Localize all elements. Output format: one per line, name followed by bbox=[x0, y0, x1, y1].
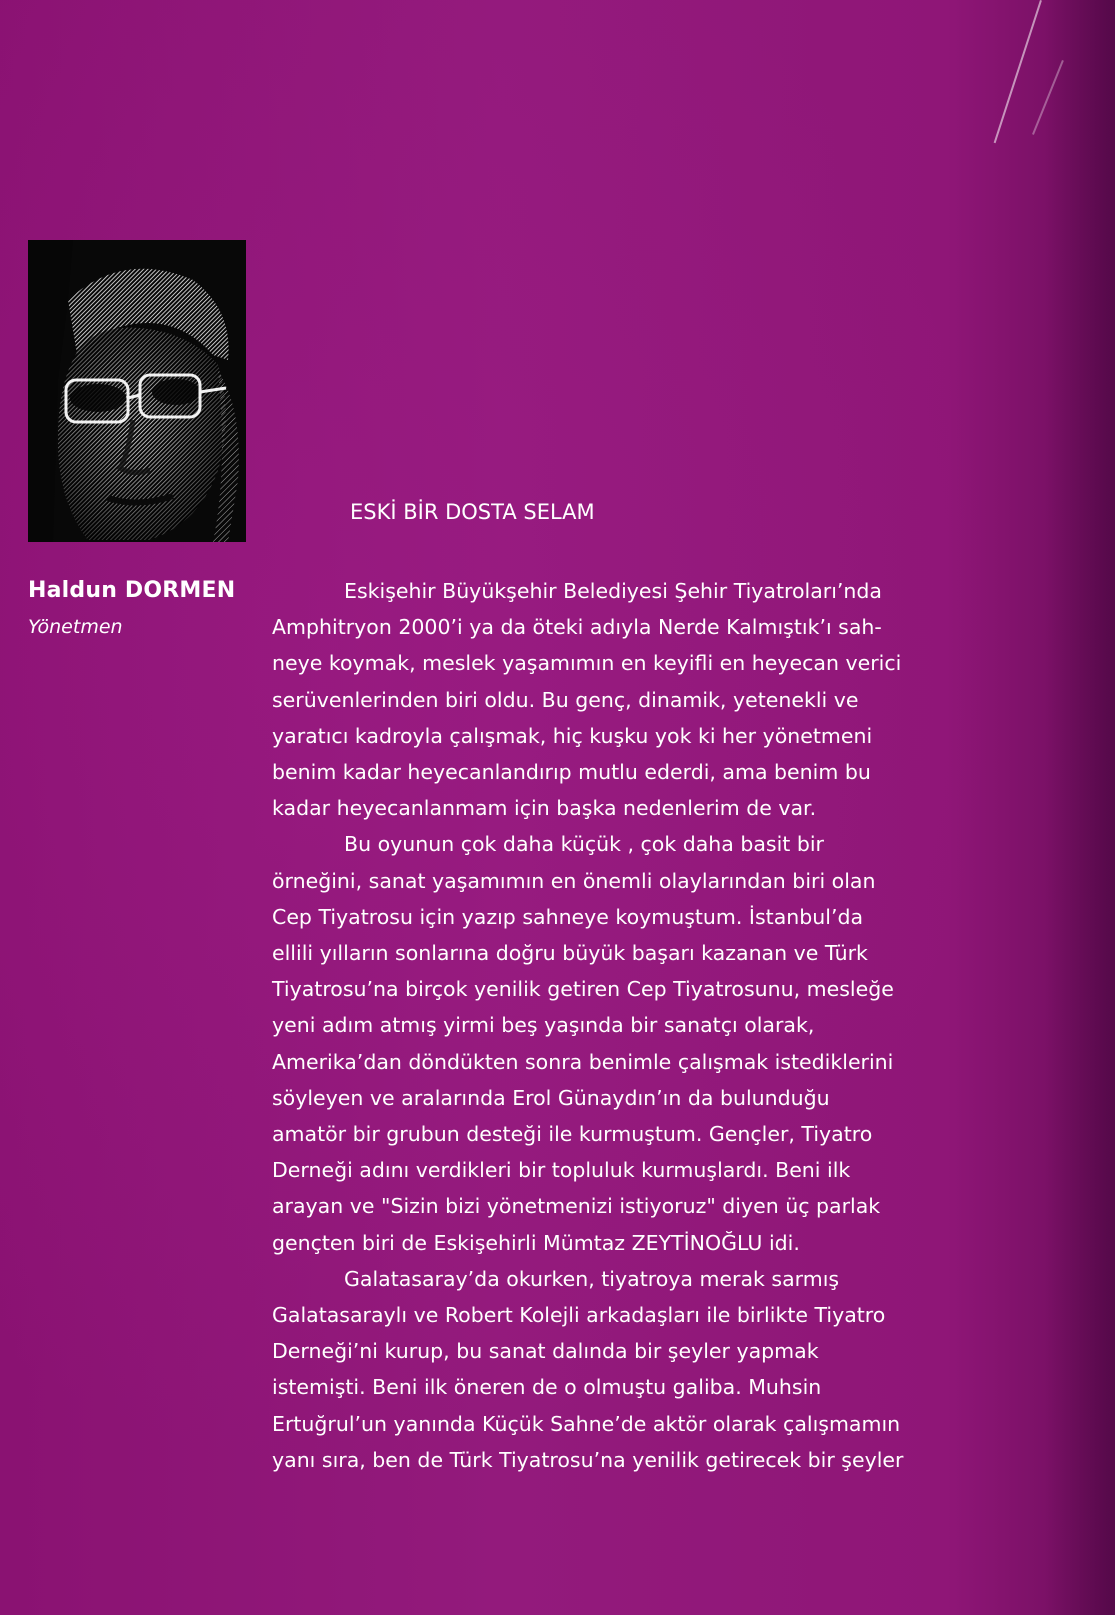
scan-scratch bbox=[994, 0, 1042, 143]
author-name: Haldun DORMEN bbox=[28, 578, 236, 603]
article-line: Cep Tiyatrosu için yazıp sahneye koymuştum. İstanbul’da bbox=[272, 904, 864, 929]
page-edge-shadow bbox=[1045, 0, 1115, 1615]
author-photo bbox=[28, 240, 246, 542]
article-line: neye koymak, meslek yaşamımın en keyifli en heyecan verici bbox=[272, 651, 902, 676]
article-line: arayan ve "Sizin bizi yönetmenizi istiyoruz" diyen üç parlak bbox=[272, 1194, 881, 1219]
article-line: serüvenlerinden biri oldu. Bu genç, dinamik, yetenekli ve bbox=[272, 687, 859, 712]
article-line: Amerika’dan döndükten sonra benimle çalışmak istediklerini bbox=[272, 1049, 894, 1074]
article-line: yaratıcı kadroyla çalışmak, hiç kuşku yok ki her yönetmeni bbox=[272, 723, 873, 748]
article-heading: ESKİ BİR DOSTA SELAM bbox=[350, 500, 595, 524]
article-line: Eskişehir Büyükşehir Belediyesi Şehir Tiyatroları’nda bbox=[344, 579, 882, 603]
article-line: Ertuğrul’un yanında Küçük Sahne’de aktör olarak çalışmamın bbox=[272, 1411, 901, 1436]
article-line: gençten biri de Eskişehirli Mümtaz ZEYTİNOĞLU idi. bbox=[272, 1230, 800, 1255]
article-line: Galatasaraylı ve Robert Kolejli arkadaşları ile birlikte Tiyatro bbox=[272, 1303, 886, 1327]
article-line: Amphitryon 2000’i ya da öteki adıyla Nerde Kalmıştık’ı sah- bbox=[272, 615, 882, 640]
article-line: Galatasaray’da okurken, tiyatroya merak sarmış bbox=[344, 1266, 840, 1291]
article-line: yeni adım atmış yirmi beş yaşında bir sanatçı olarak, bbox=[272, 1013, 815, 1038]
author-role: Yönetmen bbox=[28, 616, 123, 638]
article-line: Bu oyunun çok daha küçük , çok daha basit bir bbox=[344, 832, 824, 857]
article-line: kadar heyecanlanmam için başka nedenlerim de var. bbox=[272, 796, 817, 821]
article-line: benim kadar heyecanlandırıp mutlu ederdi, ama benim bu bbox=[272, 760, 871, 784]
article-line: söyleyen ve aralarında Erol Günaydın’ın da bulunduğu bbox=[272, 1085, 830, 1110]
article-line: örneğini, sanat yaşamımın en önemli olaylarından biri olan bbox=[272, 868, 876, 893]
article-line: Derneği’ni kurup, bu sanat dalında bir şeyler yapmak bbox=[272, 1339, 819, 1364]
article-line: yanı sıra, ben de Türk Tiyatrosu’na yenilik getirecek bir şeyler bbox=[272, 1447, 904, 1472]
article-line: istemişti. Beni ilk öneren de o olmuştu galiba. Muhsin bbox=[272, 1375, 822, 1400]
article-line: Derneği adını verdikleri bir topluluk kurmuşlardı. Beni ilk bbox=[272, 1158, 851, 1183]
article-line: amatör bir grubun desteği ile kurmuştum. Gençler, Tiyatro bbox=[272, 1122, 873, 1146]
article-line: Tiyatrosu’na birçok yenilik getiren Cep Tiyatrosunu, mesleğe bbox=[272, 977, 894, 1002]
article-line: ellili yılların sonlarına doğru büyük başarı kazanan ve Türk bbox=[272, 941, 868, 965]
